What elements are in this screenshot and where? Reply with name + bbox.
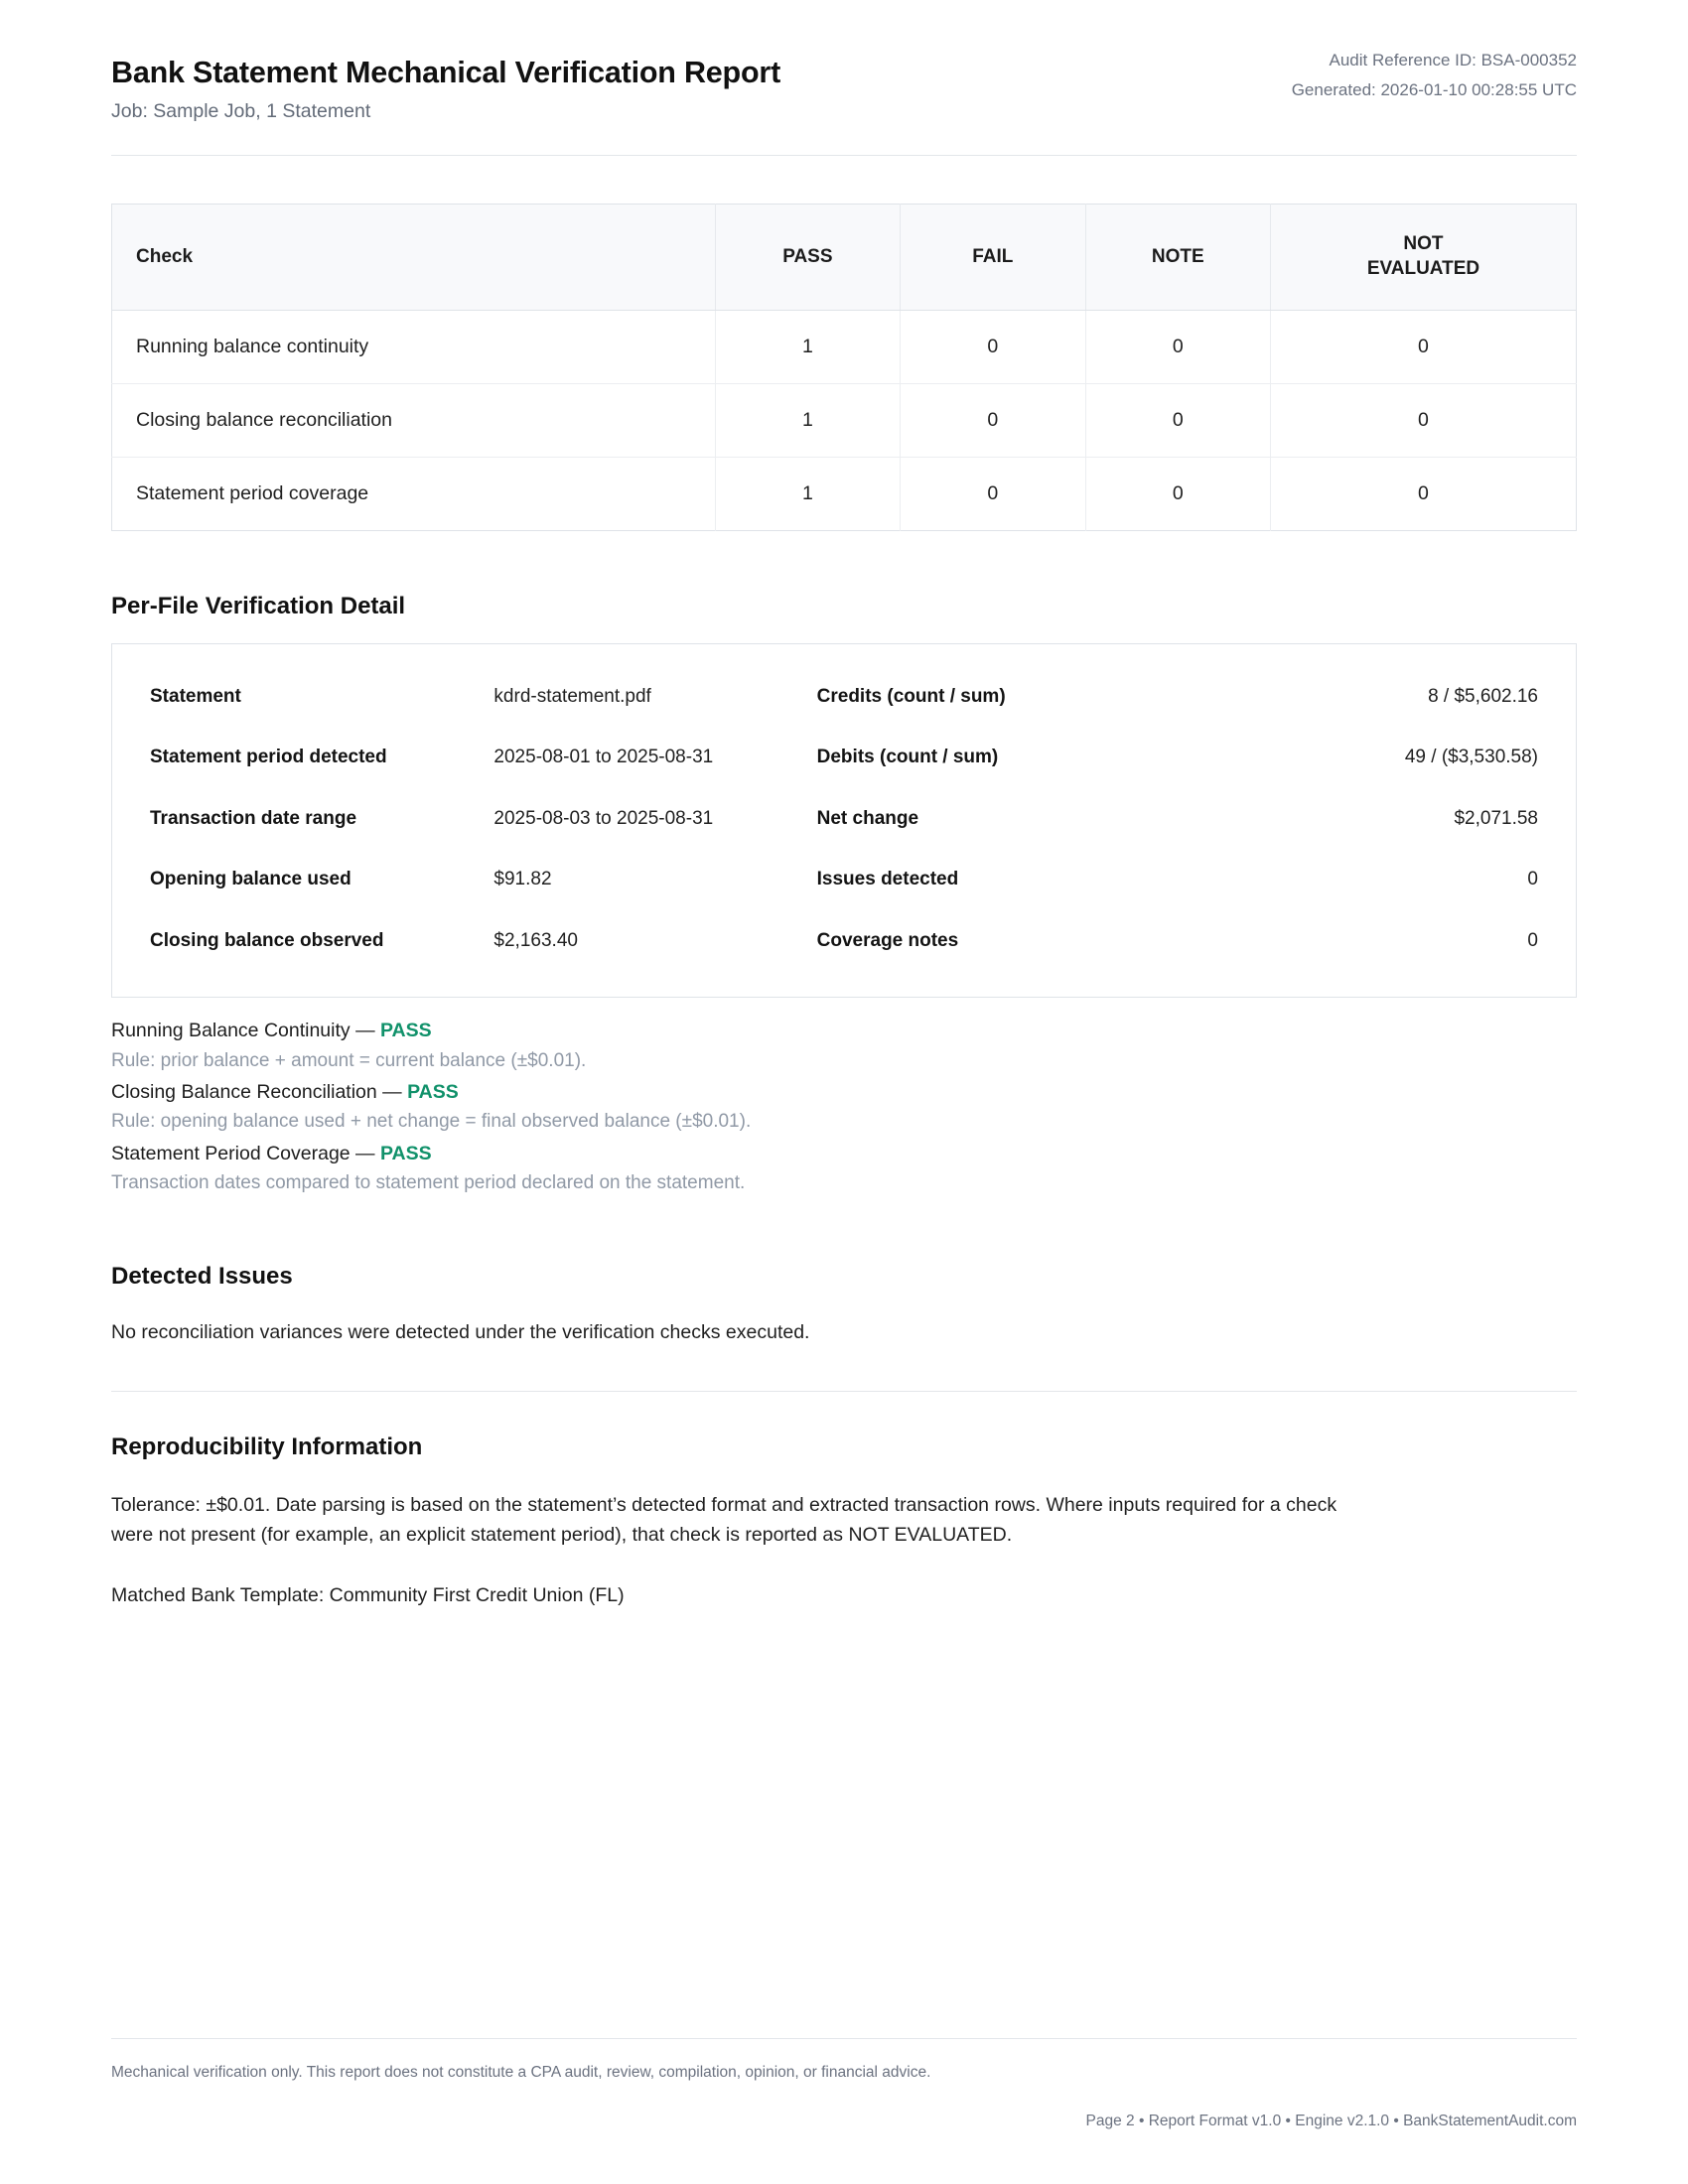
detail-value-transaction-range: 2025-08-03 to 2025-08-31 (493, 807, 714, 829)
check-verdict-list (111, 1016, 1577, 1197)
check-rule-closing-balance: Rule: opening balance used + net change = final observed balance (±$0.01). (111, 1111, 752, 1133)
report-footer (0, 2038, 1688, 2133)
row-note-count: 0 (1085, 457, 1270, 530)
check-verdict-name: Closing Balance Reconciliation — (111, 1081, 402, 1104)
detail-value-statement-period: 2025-08-01 to 2025-08-31 (493, 747, 714, 768)
row-not-evaluated-count: 0 (1270, 383, 1576, 457)
status-badge: PASS (407, 1081, 459, 1104)
check-verdict-name: Statement Period Coverage — (111, 1142, 375, 1164)
check-rule-running-balance: Rule: prior balance + amount = current balance (±$0.01). (111, 1049, 587, 1071)
table-row (112, 457, 1577, 530)
audit-reference-id: Audit Reference ID: BSA-000352 (1329, 51, 1577, 69)
row-pass-count: 1 (715, 310, 900, 383)
table-row (112, 310, 1577, 383)
footer-divider (111, 2038, 1577, 2039)
row-note-count: 0 (1085, 383, 1270, 457)
detail-label-net-change: Net change (816, 807, 919, 829)
detail-label-statement-period: Statement period detected (150, 747, 387, 768)
status-badge: PASS (379, 1142, 432, 1164)
check-verdict-name: Running Balance Continuity — (111, 1020, 375, 1042)
page-title: Bank Statement Mechanical Verification Report (111, 56, 781, 89)
row-check-name: Statement period coverage (112, 457, 716, 530)
matched-bank-template: Matched Bank Template: Community First Credit Union (FL) (111, 1583, 625, 1606)
detail-value-net-change: $2,071.58 (1454, 807, 1538, 829)
detail-label-transaction-range: Transaction date range (150, 807, 357, 829)
summary-header-row (112, 205, 1577, 310)
detail-value-statement: kdrd-statement.pdf (493, 685, 651, 707)
row-check-name: Closing balance reconciliation (112, 383, 716, 457)
detail-value-debits: 49 / ($3,530.58) (1404, 747, 1538, 768)
table-row (112, 383, 1577, 457)
row-not-evaluated-count: 0 (1270, 310, 1576, 383)
detail-label-credits: Credits (count / sum) (816, 685, 1006, 707)
detail-label-coverage-notes: Coverage notes (816, 929, 959, 951)
detail-value-credits: 8 / $5,602.16 (1428, 685, 1538, 707)
summary-table-head (112, 205, 1577, 310)
summary-table-wrap (111, 204, 1577, 530)
detail-label-debits: Debits (count / sum) (816, 747, 999, 768)
header-divider (111, 155, 1577, 156)
job-subtitle: Job: Sample Job, 1 Statement (111, 100, 371, 123)
row-not-evaluated-count: 0 (1418, 481, 1429, 504)
reproducibility-paragraph: Tolerance: ±$0.01. Date parsing is based on the statement’s detected format and extracted transaction rows. Where inputs required for a check were not present (for example, an explicit statement period), that check is reported as NOT EVALUATED. (111, 1494, 1337, 1547)
column-header-check: Check (112, 205, 716, 310)
detected-issues-text: No reconciliation variances were detected under the verification checks executed. (111, 1321, 810, 1344)
check-verdict-running-balance (111, 1016, 1577, 1045)
row-pass-count: 1 (715, 383, 900, 457)
detail-row (142, 849, 1546, 910)
row-fail-count: 0 (901, 457, 1085, 530)
detail-value-coverage-notes: 0 (1527, 929, 1538, 951)
row-fail-count: 0 (901, 383, 1085, 457)
detail-row (142, 910, 1546, 972)
column-header-pass: PASS (715, 205, 900, 310)
row-pass-count: 1 (715, 457, 900, 530)
per-file-detail-body (142, 666, 1546, 972)
check-summary-table (111, 204, 1577, 530)
section-divider (111, 1391, 1577, 1392)
per-file-detail-table (142, 666, 1546, 972)
not-evaluated-line-2: EVALUATED (1366, 258, 1480, 280)
header-meta-block (1292, 38, 1577, 105)
column-header-not-evaluated (1270, 205, 1576, 310)
column-header-note: NOTE (1085, 205, 1270, 310)
reproducibility-heading: Reproducibility Information (111, 1433, 423, 1461)
detail-value-closing-balance: $2,163.40 (493, 929, 578, 951)
check-verdict-statement-period (111, 1139, 1577, 1168)
header-left (111, 38, 780, 123)
detail-label-opening-balance: Opening balance used (150, 869, 352, 890)
per-file-heading: Per-File Verification Detail (111, 592, 406, 619)
detail-label-closing-balance: Closing balance observed (150, 929, 384, 951)
check-verdict-closing-balance (111, 1077, 1577, 1107)
detail-label-statement: Statement (150, 685, 241, 707)
row-note-count: 0 (1085, 310, 1270, 383)
generated-timestamp: Generated: 2026-01-10 00:28:55 UTC (1291, 79, 1577, 99)
status-badge: PASS (380, 1020, 432, 1042)
row-fail-count: 0 (901, 310, 1085, 383)
footer-disclaimer: Mechanical verification only. This report does not constitute a CPA audit, review, compilation, opinion, or financial advice. (111, 2063, 931, 2081)
detail-label-issues-detected: Issues detected (816, 869, 959, 890)
detail-value-issues-detected: 0 (1527, 869, 1538, 890)
detail-row (142, 788, 1546, 850)
column-header-fail: FAIL (901, 205, 1085, 310)
per-file-detail-card (111, 643, 1577, 999)
footer-meta: Page 2 • Report Format v1.0 • Engine v2.1.0 • BankStatementAudit.com (1085, 2112, 1577, 2129)
row-check-name: Running balance continuity (112, 310, 716, 383)
detail-value-opening-balance: $91.82 (493, 869, 552, 890)
detail-row (142, 727, 1546, 788)
detected-issues-heading: Detected Issues (111, 1263, 293, 1291)
summary-table-body (112, 310, 1577, 530)
not-evaluated-line-1: NOT (1403, 233, 1444, 255)
report-header (0, 0, 1688, 123)
check-rule-statement-period: Transaction dates compared to statement period declared on the statement. (111, 1171, 746, 1193)
detail-row (142, 666, 1546, 728)
